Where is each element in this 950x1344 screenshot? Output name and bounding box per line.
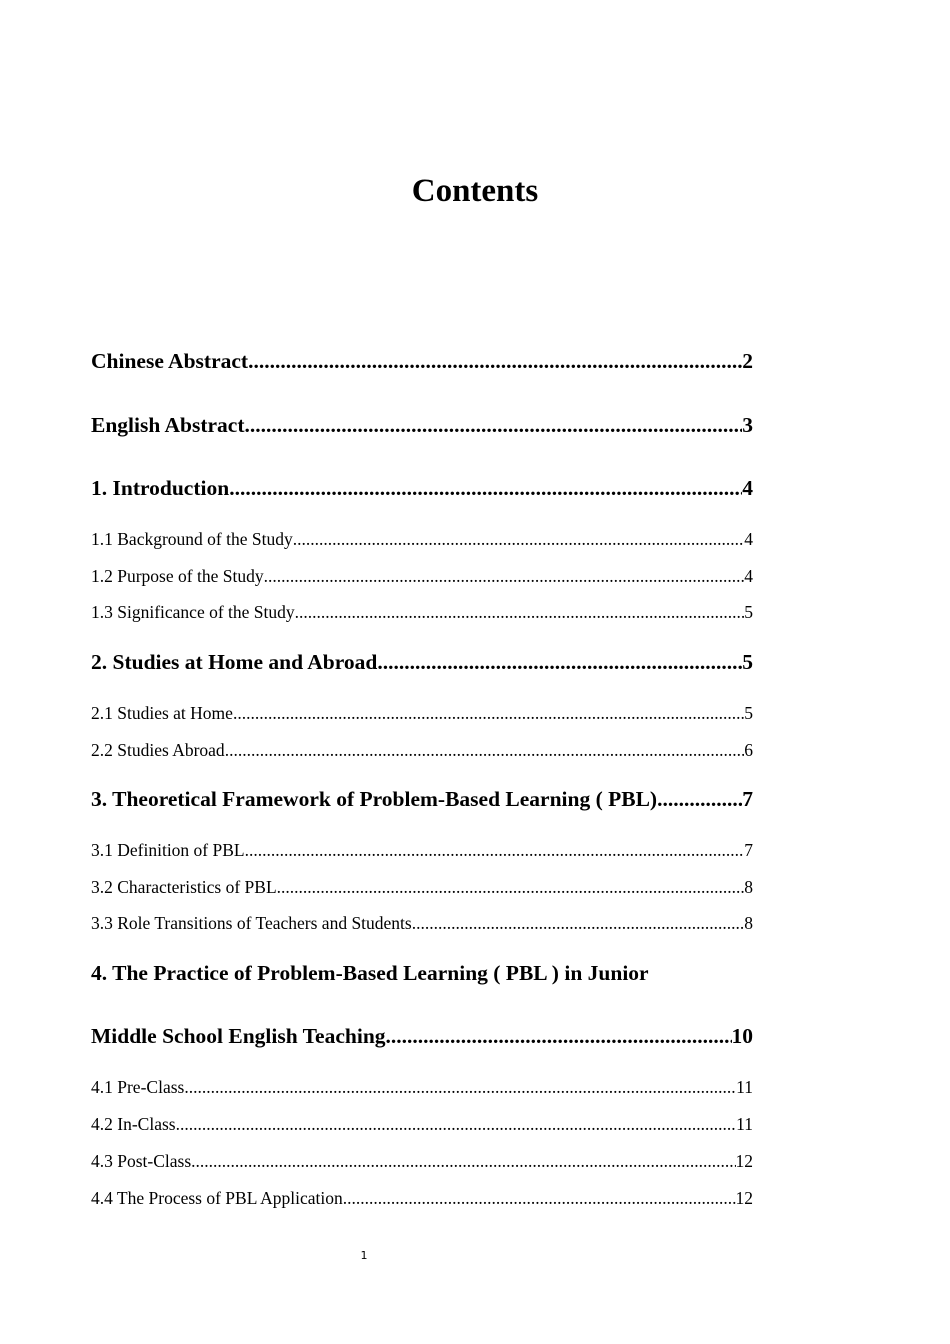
toc-page-number: 12 (735, 1188, 753, 1208)
toc-entry-practice-line1[interactable]: 4. The Practice of Problem-Based Learning ( PBL ) in Junior (91, 961, 649, 985)
toc-page-number: 5 (744, 703, 753, 723)
toc-label: 1.2 Purpose of the Study (91, 566, 264, 586)
toc-page-number: 6 (744, 740, 753, 760)
toc-dot-leader (293, 527, 745, 551)
toc-page-number: 8 (744, 913, 753, 933)
toc-label: 4.3 Post-Class (91, 1151, 192, 1171)
toc-dot-leader (264, 564, 745, 588)
toc-page-number: 5 (742, 650, 753, 674)
toc-entry-practice-pbl[interactable] (91, 1021, 753, 1051)
toc-entry-chinese-abstract[interactable] (91, 346, 753, 376)
page-title: Contents (411, 173, 539, 209)
page-number: 1 (360, 1249, 368, 1262)
toc-label: 1. Introduction (91, 476, 230, 500)
toc-page-number: 5 (744, 602, 753, 622)
toc-label: 3.2 Characteristics of PBL (91, 877, 277, 897)
toc-dot-leader (233, 701, 744, 725)
toc-page-number: 4 (742, 476, 753, 500)
toc-entry-theoretical-framework[interactable] (91, 784, 753, 814)
toc-entry-introduction[interactable] (91, 473, 753, 503)
toc-page-number: 8 (744, 877, 753, 897)
toc-label: 1.3 Significance of the Study (91, 602, 295, 622)
toc-label: 3.1 Definition of PBL (91, 840, 245, 860)
toc-label: 2.1 Studies at Home (91, 703, 233, 723)
toc-label: English Abstract (91, 413, 245, 437)
toc-dot-leader (386, 1021, 732, 1051)
toc-entry-purpose[interactable] (91, 564, 753, 588)
toc-page-number: 2 (742, 349, 753, 373)
toc-dot-leader (295, 600, 745, 624)
toc-entry-studies-abroad[interactable] (91, 738, 753, 762)
toc-page-number: 11 (736, 1077, 753, 1097)
toc-entry-definition-pbl[interactable] (91, 838, 753, 862)
toc-page-number: 4 (744, 529, 753, 549)
toc-entry-studies-at-home[interactable] (91, 701, 753, 725)
toc-label: Middle School English Teaching (91, 1024, 386, 1048)
toc-dot-leader (229, 473, 742, 503)
toc-page-number: 10 (731, 1024, 753, 1048)
toc-entry-background[interactable] (91, 527, 753, 551)
toc-dot-leader (245, 410, 743, 440)
toc-page-number: 7 (742, 787, 753, 811)
toc-label: Chinese Abstract (91, 349, 249, 373)
toc-dot-leader (184, 1075, 736, 1099)
toc-label: 4.2 In-Class (91, 1114, 176, 1134)
toc-label: 1.1 Background of the Study (91, 529, 293, 549)
toc-dot-leader (248, 346, 742, 376)
toc-label: 2.2 Studies Abroad (91, 740, 225, 760)
toc-dot-leader (176, 1112, 737, 1136)
toc-entry-process-pbl[interactable] (91, 1186, 753, 1210)
toc-entry-english-abstract[interactable] (91, 410, 753, 440)
toc-dot-leader (343, 1186, 736, 1210)
toc-entry-post-class[interactable] (91, 1149, 753, 1173)
toc-page-number: 7 (744, 840, 753, 860)
toc-dot-leader (245, 838, 745, 862)
toc-entry-significance[interactable] (91, 600, 753, 624)
toc-dot-leader (377, 647, 742, 677)
toc-entry-in-class[interactable] (91, 1112, 753, 1136)
toc-label: 2. Studies at Home and Abroad (91, 650, 378, 674)
toc-entry-studies-home-abroad[interactable] (91, 647, 753, 677)
toc-page-number: 11 (736, 1114, 753, 1134)
toc-entry-pre-class[interactable] (91, 1075, 753, 1099)
toc-entry-role-transitions[interactable] (91, 911, 753, 935)
toc-label: 4.1 Pre-Class (91, 1077, 185, 1097)
toc-page-number: 12 (735, 1151, 753, 1171)
toc-dot-leader (412, 911, 745, 935)
toc-dot-leader (225, 738, 745, 762)
toc-label: 3.3 Role Transitions of Teachers and Students (91, 913, 412, 933)
toc-entry-characteristics-pbl[interactable] (91, 875, 753, 899)
toc-dot-leader (277, 875, 745, 899)
toc-page-number: 4 (744, 566, 753, 586)
toc-label: 4.4 The Process of PBL Application (91, 1188, 343, 1208)
toc-page-number: 3 (742, 413, 753, 437)
toc-label: 3. Theoretical Framework of Problem-Based Learning ( PBL) (91, 787, 658, 811)
toc-dot-leader (191, 1149, 735, 1173)
toc-dot-leader (657, 784, 742, 814)
